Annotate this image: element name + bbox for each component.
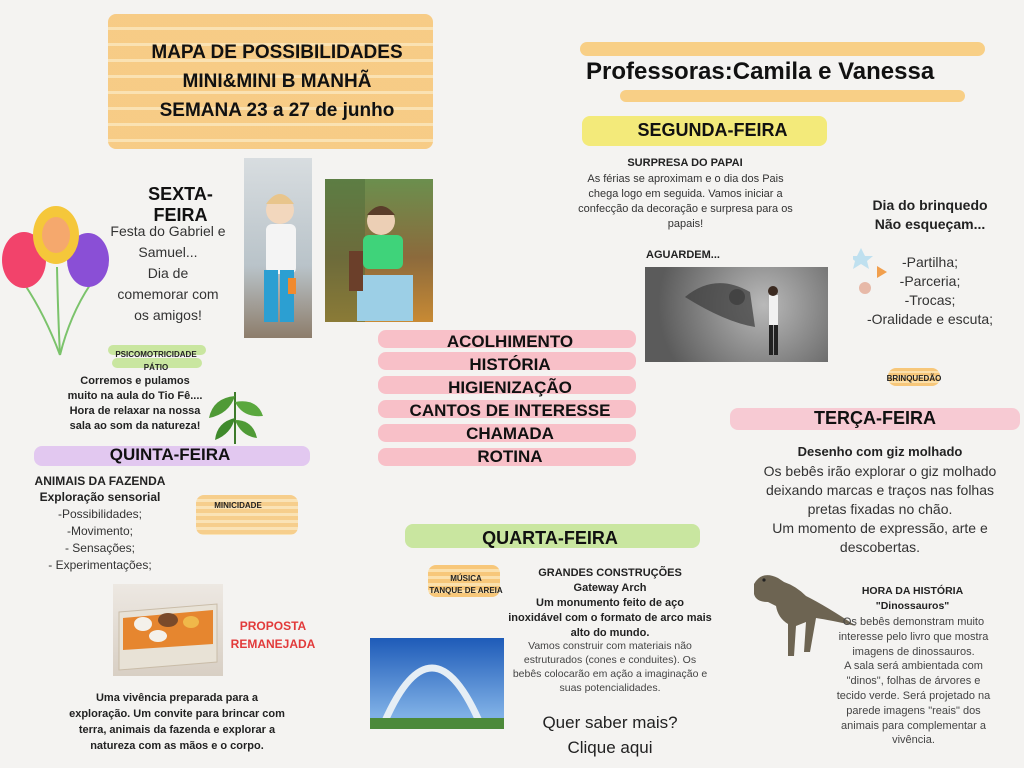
friday-activity: Corremos e pulamos muito na aula do Tio Fê.... Hora de relaxar na nossa sala ao som da natureza! — [67, 375, 203, 432]
title-line-2: MINI&MINI B MANHÃ — [182, 71, 372, 92]
balloons-icon — [0, 205, 112, 360]
story-title: HORA DA HISTÓRIA "Dinossauros" — [861, 585, 964, 612]
gateway-arch-image — [370, 638, 504, 729]
wednesday-heading-text: GRANDES CONSTRUÇÕES Gateway Arch Um monumento feito de aço inoxidável com o formato de arco mais alto do mundo. — [508, 567, 712, 639]
teachers-highlight-bottom — [620, 90, 965, 102]
monday-heading: SEGUNDA-FEIRA — [637, 120, 788, 140]
tuesday-text: Os bebês irão explorar o giz molhado deixando marcas e traços nas folhas pretas fixadas no chão. Um momento de expressão, arte e descobertas. — [763, 463, 997, 555]
monday-subtitle: SURPRESA DO PAPAI — [627, 157, 743, 169]
friday-heading: SEXTA-FEIRA — [148, 184, 213, 225]
routine-item: HISTÓRIA — [469, 355, 551, 374]
child-photo-slide — [325, 179, 433, 322]
page-title — [112, 38, 442, 125]
tuesday-subtitle: Desenho com giz molhado — [797, 444, 963, 459]
tuesday-heading: TERÇA-FEIRA — [814, 408, 936, 428]
routine-item: HIGIENIZAÇÃO — [448, 378, 572, 397]
story-text: Os bebês demonstram muito interesse pelo livro que mostra imagens de dinossauros. A sala será ambientada com "dinos", folhas de árvores e tecido verde. Será projetado na parede imagens "reais" dos animais para complementar a vivência. — [836, 616, 991, 747]
routine-item: CANTOS DE INTERESSE — [409, 401, 611, 420]
wednesday-heading: QUARTA-FEIRA — [482, 528, 618, 548]
leaf-icon — [205, 382, 267, 447]
shadow-superhero-image — [645, 267, 828, 362]
routine-list — [380, 330, 640, 468]
title-line-3: SEMANA 23 a 27 de junho — [159, 100, 395, 121]
routine-item: ROTINA — [477, 447, 543, 466]
toy-list: -Partilha; -Parceria; -Trocas; -Oralidade e escuta; — [866, 254, 994, 327]
teachers-title: Professoras:Camila e Vanessa — [586, 58, 935, 85]
child-photo-standing — [244, 158, 312, 338]
thursday-list: -Possibilidades; -Movimento; - Sensações; - Experimentações; — [48, 507, 152, 572]
music-sand-tag: MÚSICA TANQUE DE AREIA — [429, 574, 503, 595]
brinquedao-tag: BRINQUEDÃO — [886, 374, 942, 383]
farm-box-image — [113, 584, 223, 676]
learn-more-link[interactable]: Quer saber mais? Clique aqui — [542, 713, 678, 757]
routine-item: ACOLHIMENTO — [446, 332, 574, 351]
minicidade-tag: MINICIDADE — [214, 501, 262, 510]
monday-await: AGUARDEM... — [646, 249, 720, 261]
monday-text: As férias se aproximam e o dia dos Pais chega logo em seguida. Vamos iniciar a confecção da decoração e surpresa para os papais! — [578, 173, 793, 230]
thursday-description: Uma vivência preparada para a exploração. Um convite para brincar com terra, animais da fazenda e explorar a natureza com as mãos e o corpo. — [69, 692, 285, 752]
friday-text: Festa do Gabriel e Samuel... Dia de comemorar com os amigos! — [110, 223, 226, 323]
proposal-label: PROPOSTA REMANEJADA — [230, 619, 316, 651]
wednesday-text: Vamos construir com materiais não estruturados (cones e conduites). Os bebês colocarão em ação a imaginação e suas potencialidades. — [512, 640, 708, 694]
psicomotricidade-tag: PSICOMOTRICIDADE PÁTIO — [115, 350, 197, 372]
toy-day-title: Dia do brinquedo Não esqueçam... — [872, 197, 988, 232]
thursday-heading-text: ANIMAIS DA FAZENDA Exploração sensorial — [34, 474, 166, 504]
thursday-heading: QUINTA-FEIRA — [109, 445, 231, 464]
teachers-highlight-top — [580, 42, 985, 56]
routine-item: CHAMADA — [466, 424, 554, 443]
title-line-1: MAPA DE POSSIBILIDADES — [151, 42, 403, 63]
